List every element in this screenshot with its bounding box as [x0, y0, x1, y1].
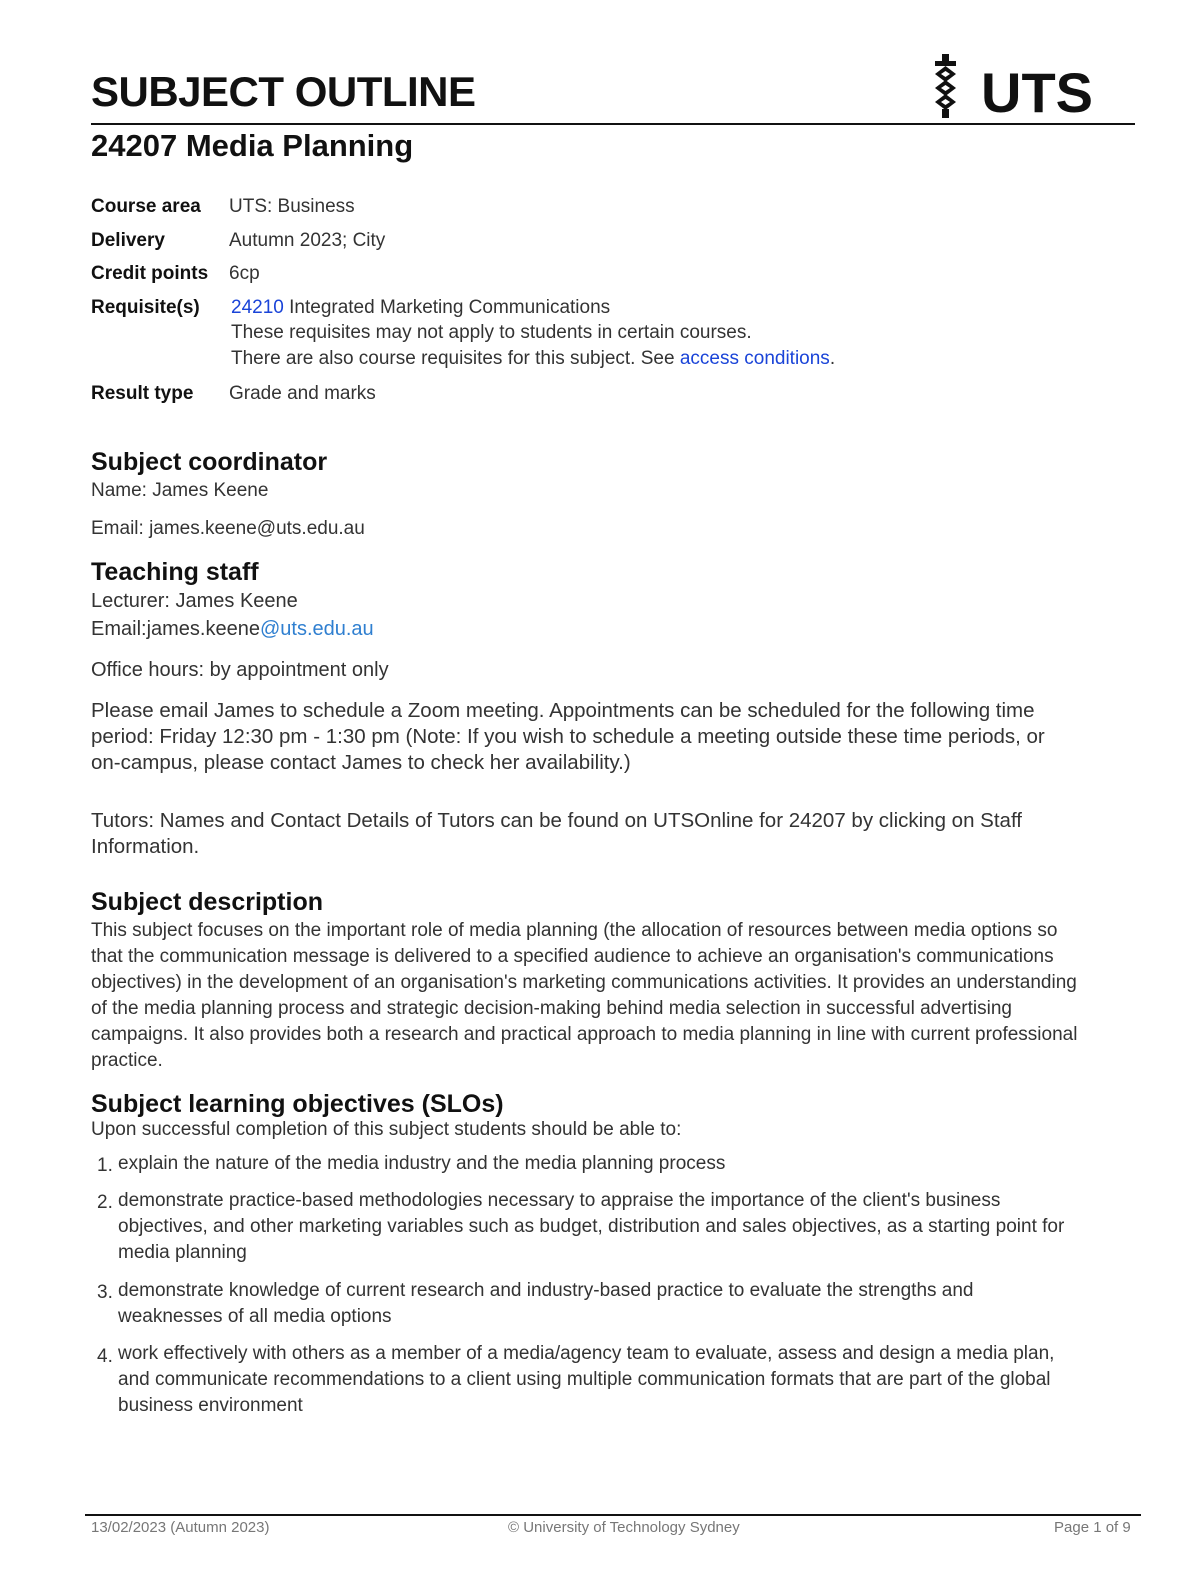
requisite-line	[231, 297, 610, 319]
tutors-line: Information.	[91, 835, 200, 858]
objectives-intro: Upon successful completion of this subject students should be able to:	[91, 1119, 682, 1140]
description-line: practice.	[91, 1050, 163, 1071]
requisite-course-note	[231, 348, 835, 370]
footer-rule	[85, 1514, 1141, 1516]
objective-line: work effectively with others as a member of a media/agency team to evaluate, assess and design a media plan,	[118, 1343, 1055, 1364]
objective-line: objectives, and other marketing variables such as budget, distribution and sales objectives, as a starting point for	[118, 1216, 1065, 1237]
logo-text: UTS	[981, 61, 1093, 122]
coordinator-heading: Subject coordinator	[91, 448, 328, 476]
description-paragraph	[91, 918, 1077, 1074]
footer-date: 13/02/2023 (Autumn 2023)	[91, 1519, 270, 1536]
objective-line: explain the nature of the media industry and the media planning process	[118, 1153, 726, 1174]
lecturer-name: Lecturer: James Keene	[91, 590, 298, 612]
objective-item	[118, 1341, 1123, 1419]
access-conditions-link[interactable]: access conditions	[679, 348, 830, 369]
result-type-value: Grade and marks	[229, 383, 376, 404]
description-line: of the media planning process and strategic decision-making behind media selection in successful advertising	[91, 998, 1012, 1019]
office-hours: Office hours: by appointment only	[91, 659, 389, 681]
objective-line: demonstrate practice-based methodologies necessary to appraise the importance of the client's business	[118, 1190, 1001, 1211]
requisite-code-link[interactable]: 24210	[231, 297, 284, 318]
coordinator-name: Name: James Keene	[91, 480, 269, 501]
teaching-staff-heading: Teaching staff	[91, 558, 259, 586]
coordinator-email: Email: james.keene@uts.edu.au	[91, 518, 365, 539]
requisite-note-period: .	[829, 348, 836, 369]
tutors-paragraph	[91, 808, 1022, 860]
requisite-name: Integrated Marketing Communications	[283, 297, 611, 318]
objective-line: demonstrate knowledge of current research and industry-based practice to evaluate the strengths and	[118, 1280, 974, 1301]
requisite-note-text: There are also course requisites for this subject. See	[231, 348, 680, 369]
appointments-line: period: Friday 12:30 pm - 1:30 pm (Note: If you wish to schedule a meeting outside these time periods, or	[91, 725, 1045, 748]
subject-title: 24207 Media Planning	[91, 128, 414, 163]
description-line: campaigns. It also provides both a research and practical approach to media planning in line with current professional	[91, 1024, 1078, 1045]
delivery-label: Delivery	[91, 230, 165, 251]
tutors-line: Tutors: Names and Contact Details of Tutors can be found on UTSOnline for 24207 by clicking on Staff	[91, 809, 1022, 832]
objective-number: 2.	[97, 1192, 113, 1213]
objectives-heading: Subject learning objectives (SLOs)	[91, 1090, 504, 1118]
footer-page-number: Page 1 of 9	[1054, 1519, 1131, 1536]
delivery-value: Autumn 2023; City	[229, 230, 386, 251]
credit-points-label: Credit points	[91, 263, 209, 284]
footer-copyright: © University of Technology Sydney	[508, 1519, 740, 1536]
description-heading: Subject description	[91, 888, 323, 916]
lecturer-email-prefix: Email:james.keene	[91, 618, 260, 640]
description-line: This subject focuses on the important role of media planning (the allocation of resources between media options so	[91, 920, 1058, 941]
appointments-line: on-campus, please contact James to check her availability.)	[91, 751, 631, 774]
result-type-label: Result type	[91, 383, 194, 404]
appointments-line: Please email James to schedule a Zoom meeting. Appointments can be scheduled for the following time	[91, 699, 1035, 722]
lecturer-email	[91, 616, 374, 642]
objective-line: business environment	[118, 1395, 303, 1416]
document-title: SUBJECT OUTLINE	[91, 68, 476, 115]
objective-item	[118, 1188, 1123, 1266]
uts-logo	[925, 52, 1100, 122]
course-area-label: Course area	[91, 196, 201, 217]
objective-line: and communicate recommendations to a client using multiple communication formats that are part of the global	[118, 1369, 1051, 1390]
requisite-note: These requisites may not apply to students in certain courses.	[231, 322, 752, 343]
objective-number: 3.	[97, 1282, 113, 1303]
objective-line: media planning	[118, 1242, 247, 1263]
objective-number: 1.	[97, 1155, 113, 1176]
objective-item	[118, 1278, 1123, 1330]
description-line: objectives) in the development of an organisation's marketing communications activities. It provides an understanding	[91, 972, 1077, 993]
requisites-label: Requisite(s)	[91, 297, 200, 318]
objective-number: 4.	[97, 1346, 113, 1367]
header-rule	[91, 123, 1135, 125]
course-area-value: UTS: Business	[229, 196, 355, 217]
credit-points-value: 6cp	[229, 263, 260, 284]
lecturer-email-link[interactable]: @uts.edu.au	[259, 618, 374, 640]
description-line: that the communication message is delivered to a specified audience to achieve an organisation's communications	[91, 946, 1054, 967]
objective-line: weaknesses of all media options	[118, 1306, 392, 1327]
objective-item	[118, 1151, 1123, 1177]
appointments-paragraph	[91, 698, 1045, 776]
